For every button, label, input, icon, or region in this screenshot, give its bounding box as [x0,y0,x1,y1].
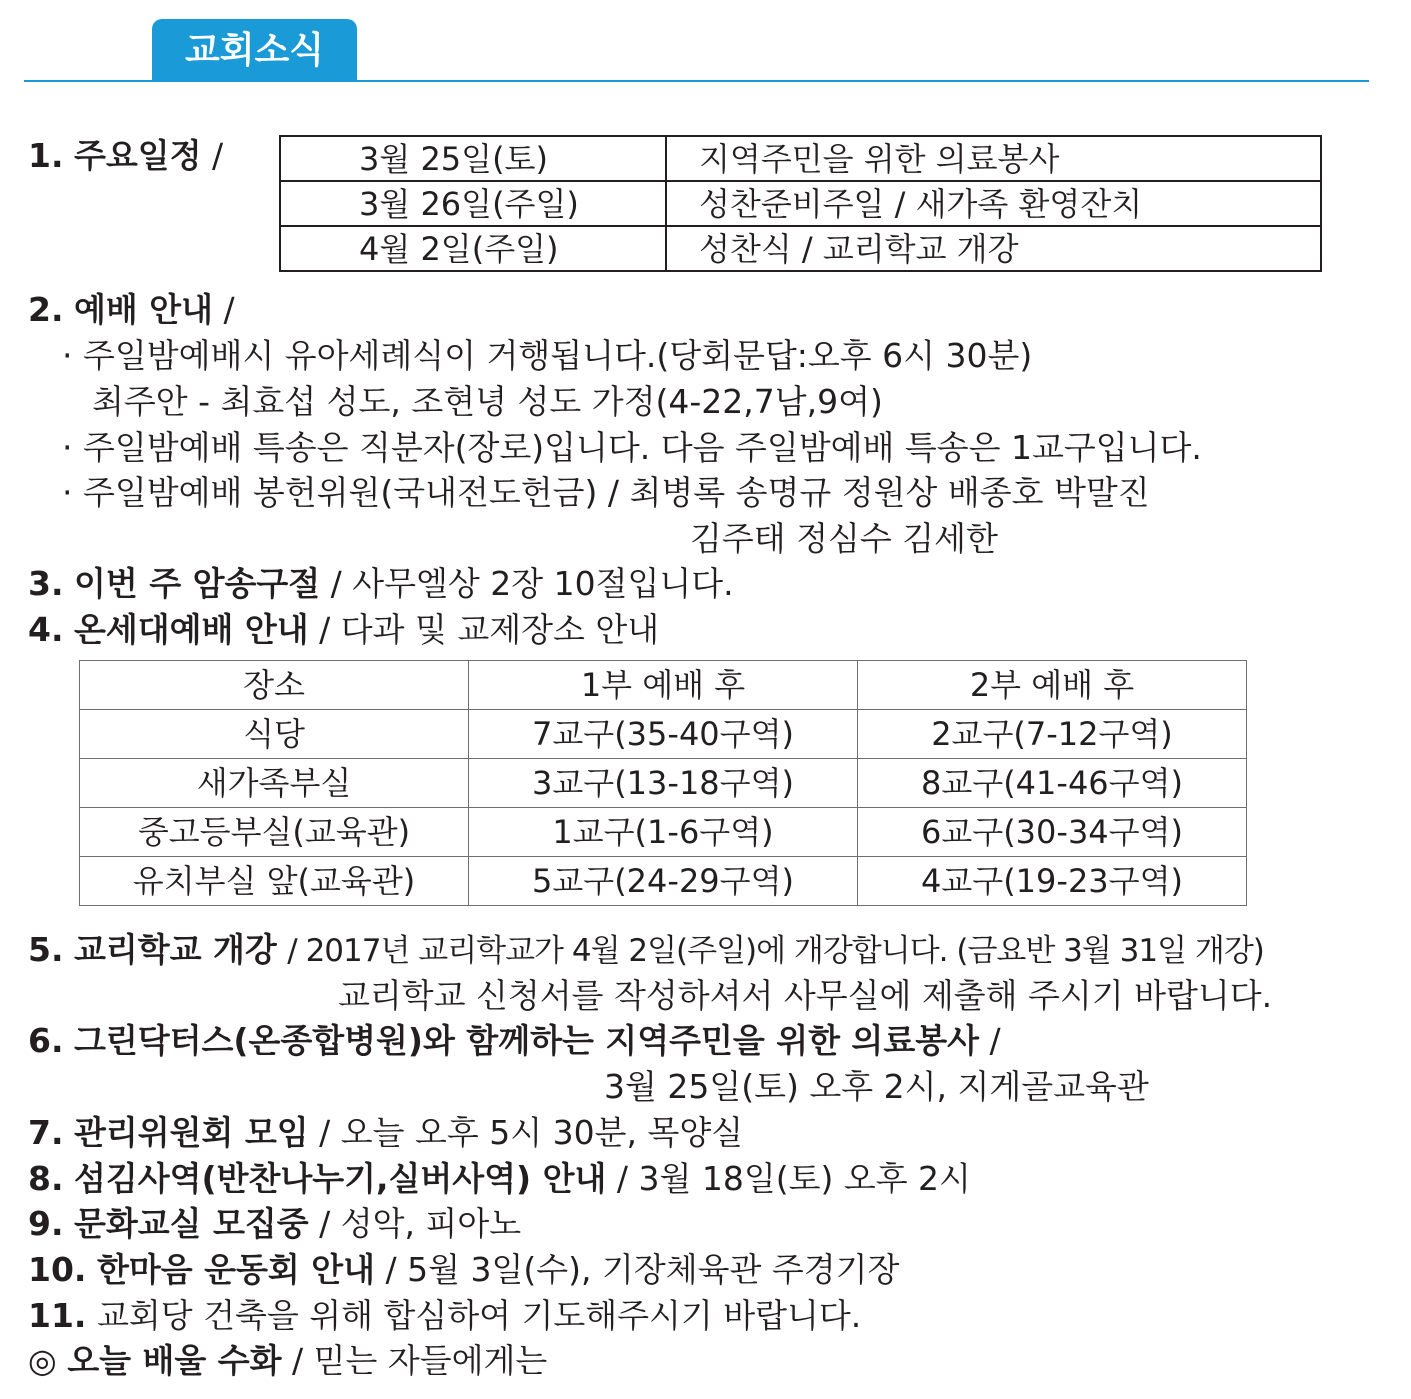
schedule-table [279,135,1322,272]
table-cell: 3교구(13-18구역) [469,759,858,808]
item-2-number: 2. [28,290,64,329]
table-cell: 중고등부실(교육관) [80,808,469,857]
column-header: 2부 예배 후 [858,661,1247,710]
header-divider [24,80,1369,82]
item-3-text: / 사무엘상 2장 10절입니다. [330,564,734,603]
item-8-text: / 3월 18일(토) 오후 2시 [616,1159,971,1198]
item-4 [28,612,659,648]
item-5 [28,932,1264,968]
item-10-title: 한마음 운동회 안내 [96,1250,375,1289]
schedule-date: 3월 26일(주일) [280,181,666,226]
schedule-event: 성찬식 / 교리학교 개강 [666,226,1321,271]
venue-table [79,660,1247,906]
table-row [280,181,1321,226]
item-3 [28,566,734,602]
item-10-text: / 5월 3일(수), 기장체육관 주경기장 [385,1250,900,1289]
item-2-line: · 주일밤예배 특송은 직분자(장로)입니다. 다음 주일밤예배 특송은 1교구입니다. [62,428,1202,467]
double-circle-icon: ◎ [28,1341,57,1380]
item-5-line2: 교리학교 신청서를 작성하셔서 사무실에 제출해 주시기 바랍니다. [338,976,1273,1015]
item-7-text: / 오늘 오후 5시 30분, 목양실 [319,1113,744,1152]
item-2-line: 김주태 정심수 김세한 [690,519,998,558]
table-row [80,808,1247,857]
table-row [80,857,1247,906]
item-6-line2: 3월 25일(토) 오후 2시, 지게골교육관 [604,1067,1149,1106]
table-cell: 8교구(41-46구역) [858,759,1247,808]
item-11 [28,1298,861,1334]
item-1-separator: / [212,136,224,175]
schedule-date: 4월 2일(주일) [280,226,666,271]
item-7-number: 7. [28,1113,64,1152]
item-9 [28,1206,521,1242]
item-9-number: 9. [28,1204,64,1243]
table-cell: 5교구(24-29구역) [469,857,858,906]
item-8-title: 섬김사역(반찬나누기,실버사역) 안내 [74,1159,607,1198]
table-cell: 유치부실 앞(교육관) [80,857,469,906]
item-1-heading [28,138,223,174]
item-2-line: 최주안 - 최효섭 성도, 조현녕 성도 가정(4-22,7남,9여) [92,382,883,421]
item-7 [28,1115,743,1151]
table-row [80,759,1247,808]
item-5-title: 교리학교 개강 [74,930,277,969]
item-10-number: 10. [28,1250,87,1289]
item-1-number: 1. [28,136,64,175]
section-tab: 교회소식 [152,19,357,81]
item-2-line: · 주일밤예배 봉헌위원(국내전도헌금) / 최병록 송명규 정원상 배종호 박말진 [62,473,1150,512]
item-2-line: · 주일밤예배시 유아세례식이 거행됩니다.(당회문답:오후 6시 30분) [62,336,1033,375]
sign-language-text: / 믿는 자들에게는 [292,1341,548,1380]
item-6-title: 그린닥터스(온종합병원)와 함께하는 지역주민을 위한 의료봉사 [74,1021,979,1060]
table-cell: 식당 [80,710,469,759]
item-6-heading [28,1023,1001,1059]
item-11-text: 교회당 건축을 위해 합심하여 기도해주시기 바랍니다. [96,1296,862,1335]
item-4-title: 온세대예배 안내 [74,610,309,649]
sign-language-title: 오늘 배울 수화 [67,1341,282,1380]
item-3-title: 이번 주 암송구절 [74,564,321,603]
item-9-text: / 성악, 피아노 [319,1204,522,1243]
table-cell: 7교구(35-40구역) [469,710,858,759]
table-row [280,226,1321,271]
item-4-number: 4. [28,610,64,649]
item-5-text: / 2017년 교리학교가 4월 2일(주일)에 개강합니다. (금요반 3월 31일 개강) [287,933,1264,969]
item-3-number: 3. [28,564,64,603]
table-row [80,710,1247,759]
item-6-separator: / [989,1021,1001,1060]
item-2-separator: / [223,290,235,329]
column-header: 장소 [80,661,469,710]
table-cell: 1교구(1-6구역) [469,808,858,857]
table-cell: 2교구(7-12구역) [858,710,1247,759]
item-8 [28,1161,971,1197]
schedule-event: 성찬준비주일 / 새가족 환영잔치 [666,181,1321,226]
table-row [280,136,1321,181]
item-11-number: 11. [28,1296,87,1335]
item-9-title: 문화교실 모집중 [74,1204,309,1243]
item-5-number: 5. [28,930,64,969]
item-4-text: / 다과 및 교제장소 안내 [319,610,660,649]
item-7-title: 관리위원회 모임 [74,1113,309,1152]
item-10 [28,1252,899,1288]
item-2-title: 예배 안내 [74,290,214,329]
item-6-number: 6. [28,1021,64,1060]
table-header-row [80,661,1247,710]
sign-language-item [28,1343,547,1379]
schedule-date: 3월 25일(토) [280,136,666,181]
item-8-number: 8. [28,1159,64,1198]
item-2-heading [28,292,235,328]
table-cell: 새가족부실 [80,759,469,808]
column-header: 1부 예배 후 [469,661,858,710]
item-1-title: 주요일정 [74,136,202,175]
table-cell: 6교구(30-34구역) [858,808,1247,857]
schedule-event: 지역주민을 위한 의료봉사 [666,136,1321,181]
table-cell: 4교구(19-23구역) [858,857,1247,906]
